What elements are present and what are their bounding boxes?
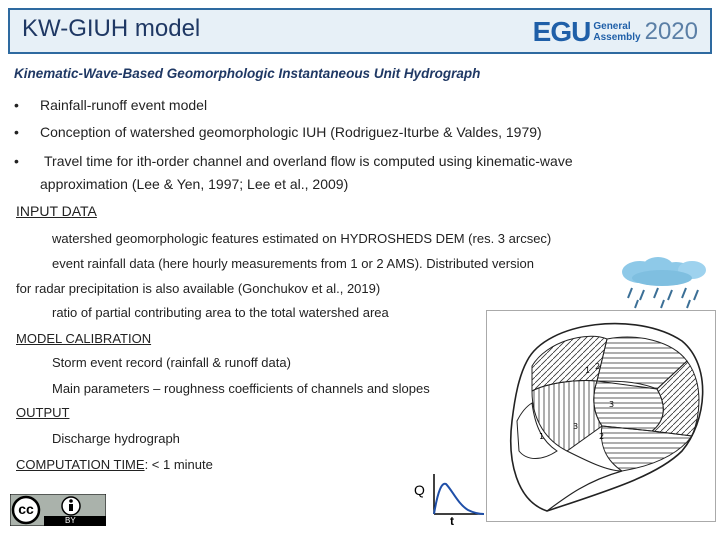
cc-by-license-badge[interactable] xyxy=(10,494,106,526)
graph-x-label: t xyxy=(450,514,454,528)
bullet-marker: • xyxy=(14,153,19,169)
egu-logo-mark: EGU xyxy=(532,16,591,47)
svg-text:2: 2 xyxy=(599,432,605,441)
hydrograph-sketch xyxy=(408,470,486,526)
bullet-3: Travel time for ith-order channel and overland flow is computed using kinematic-wave xyxy=(44,153,573,169)
bullet-1: Rainfall-runoff event model xyxy=(40,97,208,113)
input-line-1: watershed geomorphologic features estimated on HYDROSHEDS DEM (res. 3 arcsec) xyxy=(52,231,552,246)
svg-text:3: 3 xyxy=(573,422,579,431)
graph-y-label: Q xyxy=(414,482,425,498)
output-heading: OUTPUT xyxy=(16,405,70,420)
watershed-diagram xyxy=(486,310,716,522)
computation-heading: COMPUTATION TIME xyxy=(16,457,145,472)
computation-line xyxy=(16,457,213,472)
slide-subtitle: Kinematic-Wave-Based Geomorphologic Instantaneous Unit Hydrograph xyxy=(14,66,481,81)
bullet-marker: • xyxy=(14,97,19,113)
by-label: BY xyxy=(65,516,76,525)
input-heading: INPUT DATA xyxy=(16,203,97,219)
bullet-3-cont: approximation (Lee & Yen, 1997; Lee et al., 2009) xyxy=(40,176,349,192)
calibration-line-1: Storm event record (rainfall & runoff data) xyxy=(52,355,291,370)
egu-logo-year: 2020 xyxy=(644,18,698,45)
input-line-4: ratio of partial contributing area to the total watershed area xyxy=(52,305,389,320)
svg-text:1: 1 xyxy=(585,366,591,375)
output-line-1: Discharge hydrograph xyxy=(52,431,180,446)
title-bar xyxy=(8,8,712,54)
svg-text:2: 2 xyxy=(595,362,601,371)
cc-icon: cc xyxy=(18,501,34,517)
rain-cloud-image xyxy=(618,256,710,310)
input-line-2: event rainfall data (here hourly measurements from 1 or 2 AMS). Distributed version xyxy=(52,256,534,271)
calibration-heading: MODEL CALIBRATION xyxy=(16,331,152,346)
egu-logo xyxy=(533,14,698,50)
computation-value: : < 1 minute xyxy=(144,457,213,472)
calibration-line-2: Main parameters – roughness coefficients of channels and slopes xyxy=(52,381,430,396)
page-title: KW-GIUH model xyxy=(22,15,201,42)
svg-text:1: 1 xyxy=(539,432,545,441)
egu-logo-sub: General Assembly xyxy=(593,21,641,43)
bullet-2: Conception of watershed geomorphologic IUH (Rodriguez-Iturbe & Valdes, 1979) xyxy=(40,124,542,140)
svg-text:3: 3 xyxy=(609,400,615,409)
input-line-3: for radar precipitation is also available (Gonchukov et al., 2019) xyxy=(16,281,381,296)
bullet-marker: • xyxy=(14,124,19,140)
